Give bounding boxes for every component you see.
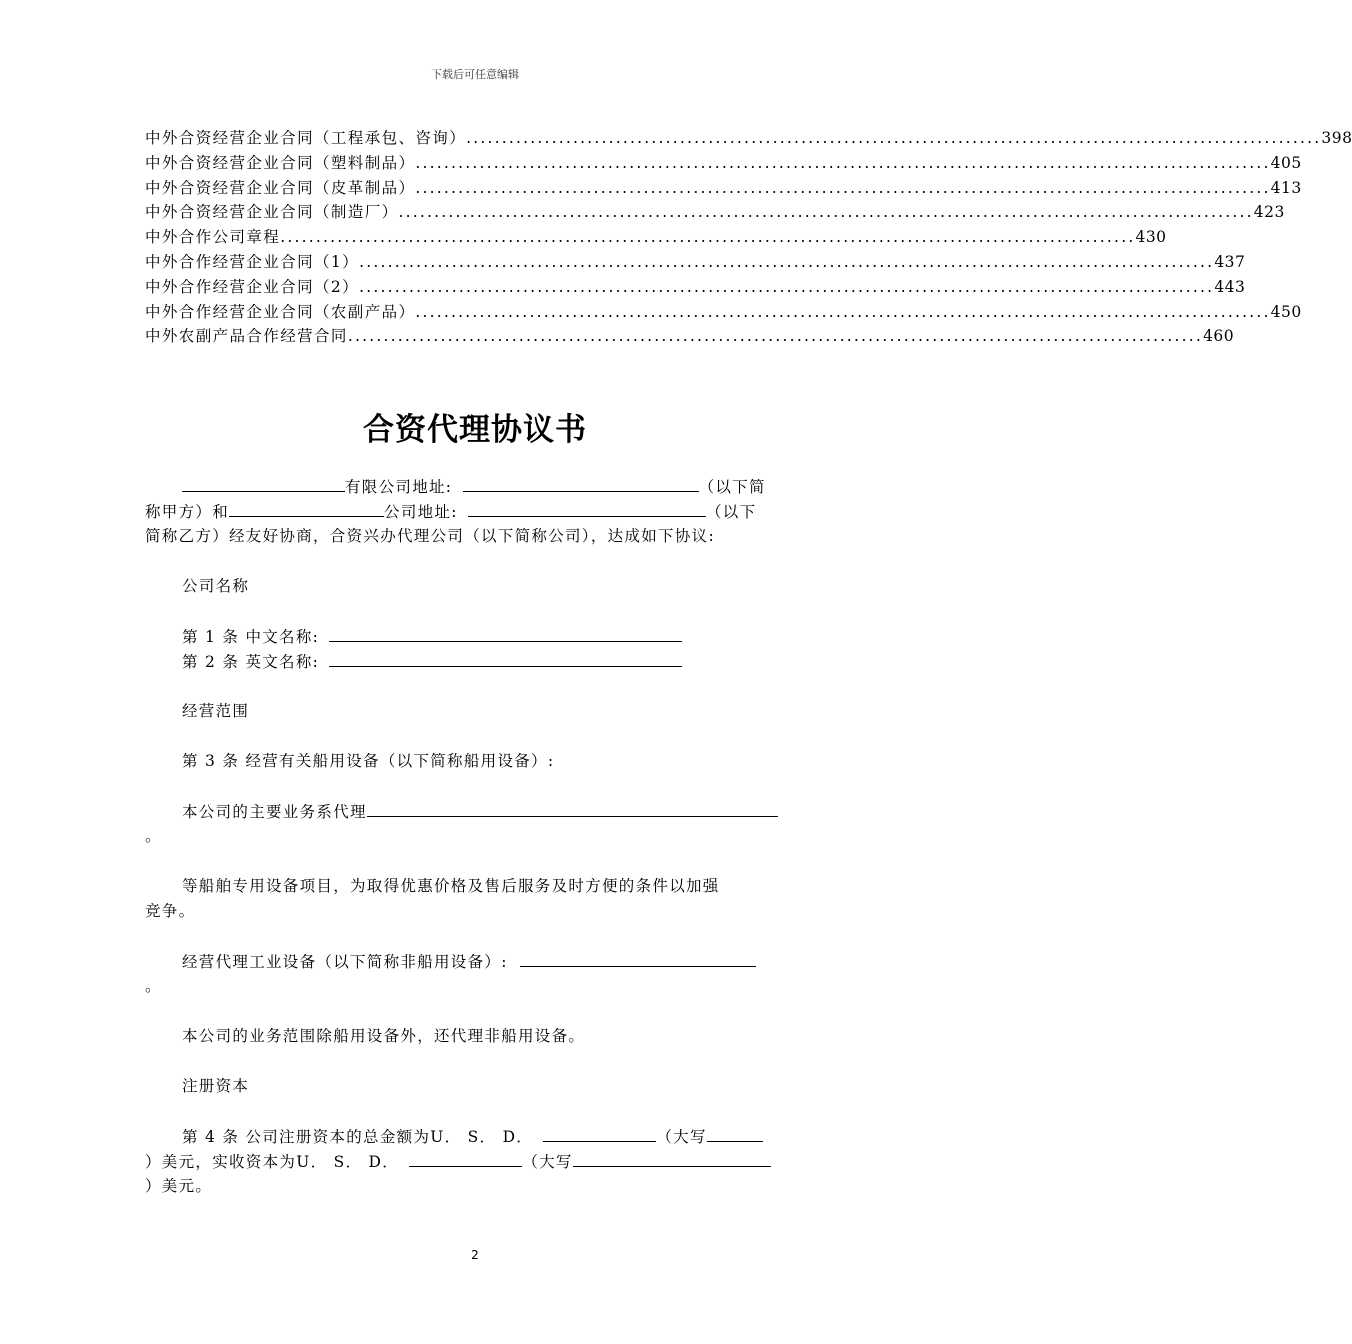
article-2-label: 第 2 条 英文名称: bbox=[182, 653, 320, 671]
intro-line-1 bbox=[182, 476, 766, 497]
party-b-address-blank bbox=[468, 501, 706, 517]
toc-entry-page: 413 bbox=[1270, 178, 1302, 197]
section-scope: 经营范围 bbox=[182, 702, 250, 720]
toc-entry-title: 中外合作经营企业合同（1） bbox=[145, 252, 360, 271]
toc-entry-title: 中外农副产品合作经营合同 bbox=[145, 327, 348, 346]
section-company-name: 公司名称 bbox=[182, 577, 250, 595]
toc-leader-dots: ........................................................................................................................ bbox=[466, 129, 1322, 147]
toc-leader-dots: ........................................................................................................................ bbox=[359, 277, 1215, 296]
toc-leader-dots: ........................................................................................................................ bbox=[415, 302, 1271, 321]
toc-entry bbox=[145, 324, 1235, 349]
toc-entry-page: 430 bbox=[1135, 228, 1167, 247]
toc-entry-page: 437 bbox=[1214, 252, 1246, 271]
industrial-blank bbox=[520, 951, 756, 967]
page-header: 下载后可任意编辑 bbox=[431, 68, 519, 81]
page-number: 2 bbox=[471, 1248, 479, 1262]
toc-entry bbox=[145, 275, 1246, 300]
chinese-name-blank bbox=[329, 626, 682, 642]
intro-text: （以下 bbox=[705, 503, 757, 521]
registered-capital-blank bbox=[543, 1126, 656, 1142]
period-mark: 。 bbox=[145, 827, 162, 845]
registered-capital-words-blank bbox=[707, 1126, 763, 1142]
period-mark: 。 bbox=[145, 977, 162, 995]
article-4-text: ）美元，实收资本为U． S． D． bbox=[145, 1153, 400, 1171]
toc-entry-title: 中外合资经营企业合同（塑料制品） bbox=[145, 153, 416, 172]
toc-leader-dots: ........................................................................................................................ bbox=[415, 153, 1271, 172]
intro-line-2 bbox=[145, 501, 756, 522]
article-4-text: （大写 bbox=[522, 1153, 573, 1171]
article-4-line-1 bbox=[182, 1126, 763, 1147]
main-business-text: 本公司的主要业务系代理 bbox=[182, 803, 367, 821]
english-name-blank bbox=[329, 651, 682, 667]
toc-entry-page: 405 bbox=[1270, 153, 1302, 172]
toc-entry bbox=[145, 126, 1352, 151]
toc-entry bbox=[145, 151, 1302, 176]
toc-entry bbox=[145, 176, 1302, 201]
toc-leader-dots: ........................................................................................................................ bbox=[359, 252, 1215, 271]
article-1 bbox=[182, 626, 682, 647]
toc-leader-dots: ........................................................................................................................ bbox=[415, 178, 1271, 197]
toc-entry-page: 450 bbox=[1270, 302, 1302, 321]
toc-entry bbox=[145, 250, 1246, 275]
toc-entry-title: 中外合作公司章程 bbox=[145, 228, 281, 247]
toc-entry bbox=[145, 225, 1167, 250]
marine-text-line-2: 竞争。 bbox=[145, 902, 196, 920]
intro-text: （以下简 bbox=[698, 478, 766, 496]
paid-capital-blank bbox=[409, 1151, 522, 1167]
main-business-line bbox=[182, 801, 778, 822]
intro-text: 公司地址: bbox=[384, 503, 458, 521]
toc-entry-page: 423 bbox=[1253, 203, 1285, 222]
article-2 bbox=[182, 651, 682, 672]
party-b-blank bbox=[229, 501, 384, 517]
toc-entry-page: 460 bbox=[1203, 327, 1235, 346]
toc-entry-title: 中外合资经营企业合同（工程承包、咨询） bbox=[145, 129, 467, 147]
intro-text: 称甲方）和 bbox=[145, 503, 230, 521]
toc-entry-page: 398 bbox=[1321, 129, 1352, 147]
toc-leader-dots: ........................................................................................................................ bbox=[280, 228, 1136, 247]
toc-entry bbox=[145, 200, 1285, 225]
table-of-contents bbox=[145, 126, 1352, 349]
article-4-line-2 bbox=[145, 1151, 771, 1172]
main-business-blank bbox=[367, 801, 778, 817]
toc-leader-dots: ........................................................................................................................ bbox=[398, 203, 1254, 222]
toc-entry-title: 中外合作经营企业合同（农副产品） bbox=[145, 302, 416, 321]
article-3: 第 3 条 经营有关船用设备（以下简称船用设备）: bbox=[182, 752, 555, 770]
article-1-label: 第 1 条 中文名称: bbox=[182, 628, 320, 646]
toc-leader-dots: ........................................................................................................................ bbox=[347, 327, 1204, 346]
marine-text-line-1: 等船舶专用设备项目，为取得优惠价格及售后服务及时方便的条件以加强 bbox=[182, 877, 720, 895]
intro-line-3: 简称乙方）经友好协商，合资兴办代理公司（以下简称公司），达成如下协议: bbox=[145, 527, 715, 545]
paid-capital-words-blank bbox=[573, 1151, 771, 1167]
toc-entry bbox=[145, 300, 1302, 325]
article-4-line-3: ）美元。 bbox=[145, 1177, 213, 1195]
party-a-blank bbox=[182, 476, 345, 492]
section-capital: 注册资本 bbox=[182, 1077, 250, 1095]
scope-note: 本公司的业务范围除船用设备外，还代理非船用设备。 bbox=[182, 1027, 586, 1045]
article-4-text: （大写 bbox=[656, 1128, 707, 1146]
toc-entry-page: 443 bbox=[1214, 277, 1246, 296]
article-4-text: 第 4 条 公司注册资本的总金额为U． S． D． bbox=[182, 1128, 534, 1146]
toc-entry-title: 中外合资经营企业合同（皮革制品） bbox=[145, 178, 416, 197]
industrial-line bbox=[182, 951, 756, 972]
toc-entry-title: 中外合资经营企业合同（制造厂） bbox=[145, 203, 399, 222]
toc-entry-title: 中外合作经营企业合同（2） bbox=[145, 277, 360, 296]
document-title: 合资代理协议书 bbox=[363, 412, 587, 448]
industrial-text: 经营代理工业设备（以下简称非船用设备）: bbox=[182, 953, 508, 971]
party-a-address-blank bbox=[463, 476, 699, 492]
intro-text: 有限公司地址: bbox=[345, 478, 453, 496]
